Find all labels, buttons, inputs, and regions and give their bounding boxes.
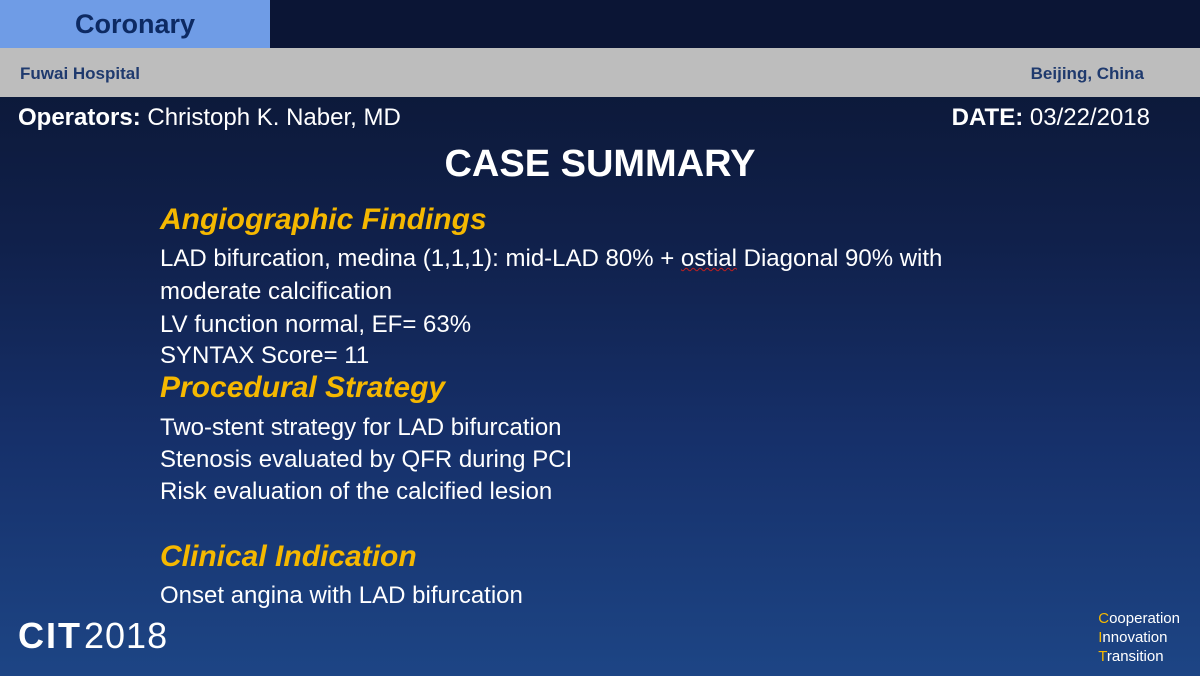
tagline-line bbox=[1098, 609, 1180, 628]
tagline bbox=[1098, 609, 1180, 666]
angiographic-line-3: LV function normal, EF= 63% bbox=[160, 311, 472, 338]
clinical-line-1: Onset angina with LAD bifurcation bbox=[160, 582, 523, 609]
angiographic-line-4: SYNTAX Score= 11 bbox=[160, 342, 370, 369]
tagline-rest: nnovation bbox=[1102, 629, 1168, 646]
procedural-line-2: Stenosis evaluated by QFR during PCI bbox=[160, 446, 573, 473]
tagline-initial: T bbox=[1098, 648, 1107, 665]
tagline-initial: I bbox=[1098, 629, 1103, 646]
operators-value: Christoph K. Naber, MD bbox=[147, 104, 401, 131]
page-title: CASE SUMMARY bbox=[444, 143, 756, 185]
section-heading-clinical: Clinical Indication bbox=[160, 540, 417, 573]
cit-logo-text: CIT bbox=[18, 615, 82, 656]
section-heading-procedural: Procedural Strategy bbox=[160, 371, 446, 404]
tagline-initial: C bbox=[1098, 610, 1110, 627]
date-row bbox=[952, 104, 1150, 132]
section-heading-angiographic: Angiographic Findings bbox=[160, 203, 487, 236]
operators-label: Operators: bbox=[18, 104, 141, 131]
tagline-line bbox=[1098, 628, 1180, 647]
tagline-rest: ransition bbox=[1106, 648, 1164, 665]
location-text: Beijing, China bbox=[1030, 64, 1144, 83]
procedural-line-1: Two-stent strategy for LAD bifurcation bbox=[160, 414, 562, 441]
cit-logo-year: 2018 bbox=[84, 615, 169, 656]
angiographic-line-2: moderate calcification bbox=[160, 278, 393, 305]
angiographic-line-1-post: Diagonal 90% with bbox=[736, 245, 943, 272]
spellcheck-word: ostial bbox=[680, 245, 737, 272]
tagline-line bbox=[1098, 647, 1180, 666]
category-tab: Coronary bbox=[0, 0, 270, 48]
info-bar bbox=[0, 48, 1200, 97]
cit-logo bbox=[18, 615, 168, 657]
procedural-line-3: Risk evaluation of the calcified lesion bbox=[160, 478, 553, 505]
angiographic-line-1 bbox=[160, 245, 942, 273]
hospital-name: Fuwai Hospital bbox=[20, 64, 140, 83]
tagline-rest: ooperation bbox=[1109, 610, 1180, 627]
operators-row bbox=[18, 104, 401, 132]
date-label: DATE: bbox=[951, 104, 1024, 131]
angiographic-line-1-pre: LAD bifurcation, medina (1,1,1): mid-LAD 80% + bbox=[160, 245, 681, 272]
date-value: 03/22/2018 bbox=[1029, 104, 1150, 131]
